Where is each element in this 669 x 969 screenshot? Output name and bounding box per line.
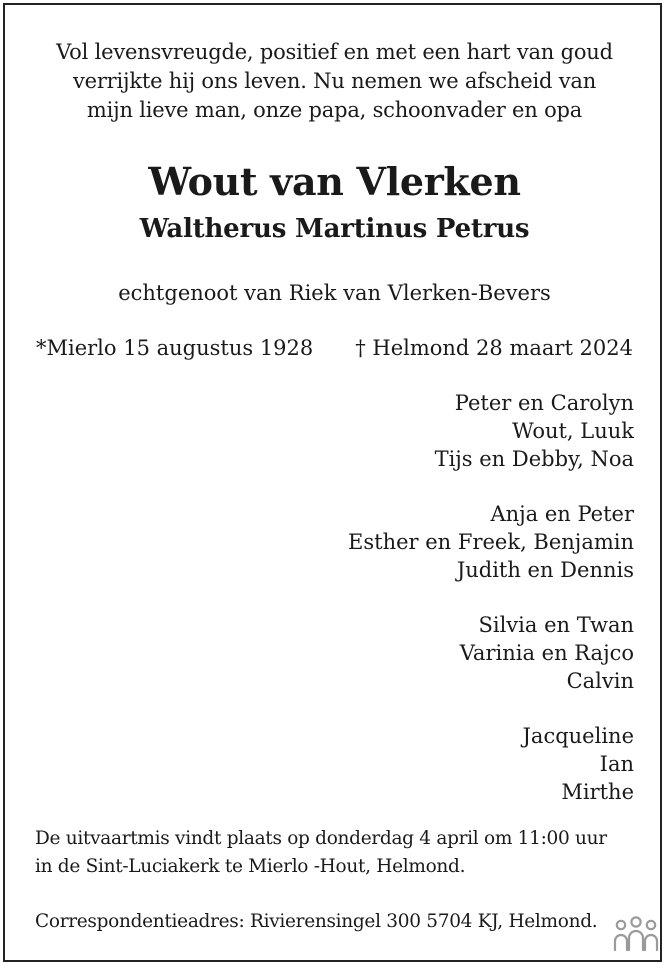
family-member-line: Calvin [566,669,634,693]
family-member-line: Anja en Peter [490,502,634,526]
family-list [348,389,634,833]
family-member-line: Wout, Luuk [512,419,634,443]
ceremony-line: De uitvaartmis vindt plaats op donderdag 4 april om 11:00 uur [35,828,607,849]
family-member-line: Ian [599,752,634,776]
people-group-icon [612,914,660,954]
intro-text [0,38,669,125]
spouse-line: echtgenoot van Riek van Vlerken-Bevers [118,281,551,305]
intro-line: Vol levensvreugde, positief en met een hart van goud [56,40,613,64]
family-group [348,500,634,584]
ceremony-info [35,825,607,881]
family-group [348,722,634,806]
family-member-line: Jacqueline [522,724,634,748]
death-date: † Helmond 28 maart 2024 [355,336,633,360]
family-member-line: Tijs en Debby, Noa [434,447,634,471]
family-member-line: Silvia en Twan [478,613,634,637]
family-group [348,389,634,473]
ceremony-line: in de Sint-Luciakerk te Mierlo -Hout, Helmond. [35,856,466,877]
deceased-name: Wout van Vlerken [148,159,521,204]
family-member-line: Esther en Freek, Benjamin [348,530,634,554]
family-member-line: Varinia en Rajco [459,641,634,665]
family-member-line: Mirthe [561,780,634,804]
family-member-line: Judith en Dennis [456,558,634,582]
birth-date: *Mierlo 15 augustus 1928 [36,336,314,360]
intro-line: verrijkte hij ons leven. Nu nemen we afscheid van [72,69,597,93]
family-member-line: Peter en Carolyn [454,391,634,415]
intro-line: mijn lieve man, onze papa, schoonvader en opa [86,98,583,122]
correspondence-address: Correspondentieadres: Rivierensingel 300 5704 KJ, Helmond. [35,911,598,932]
family-group [348,611,634,695]
deceased-full-name: Waltherus Martinus Petrus [139,214,530,244]
